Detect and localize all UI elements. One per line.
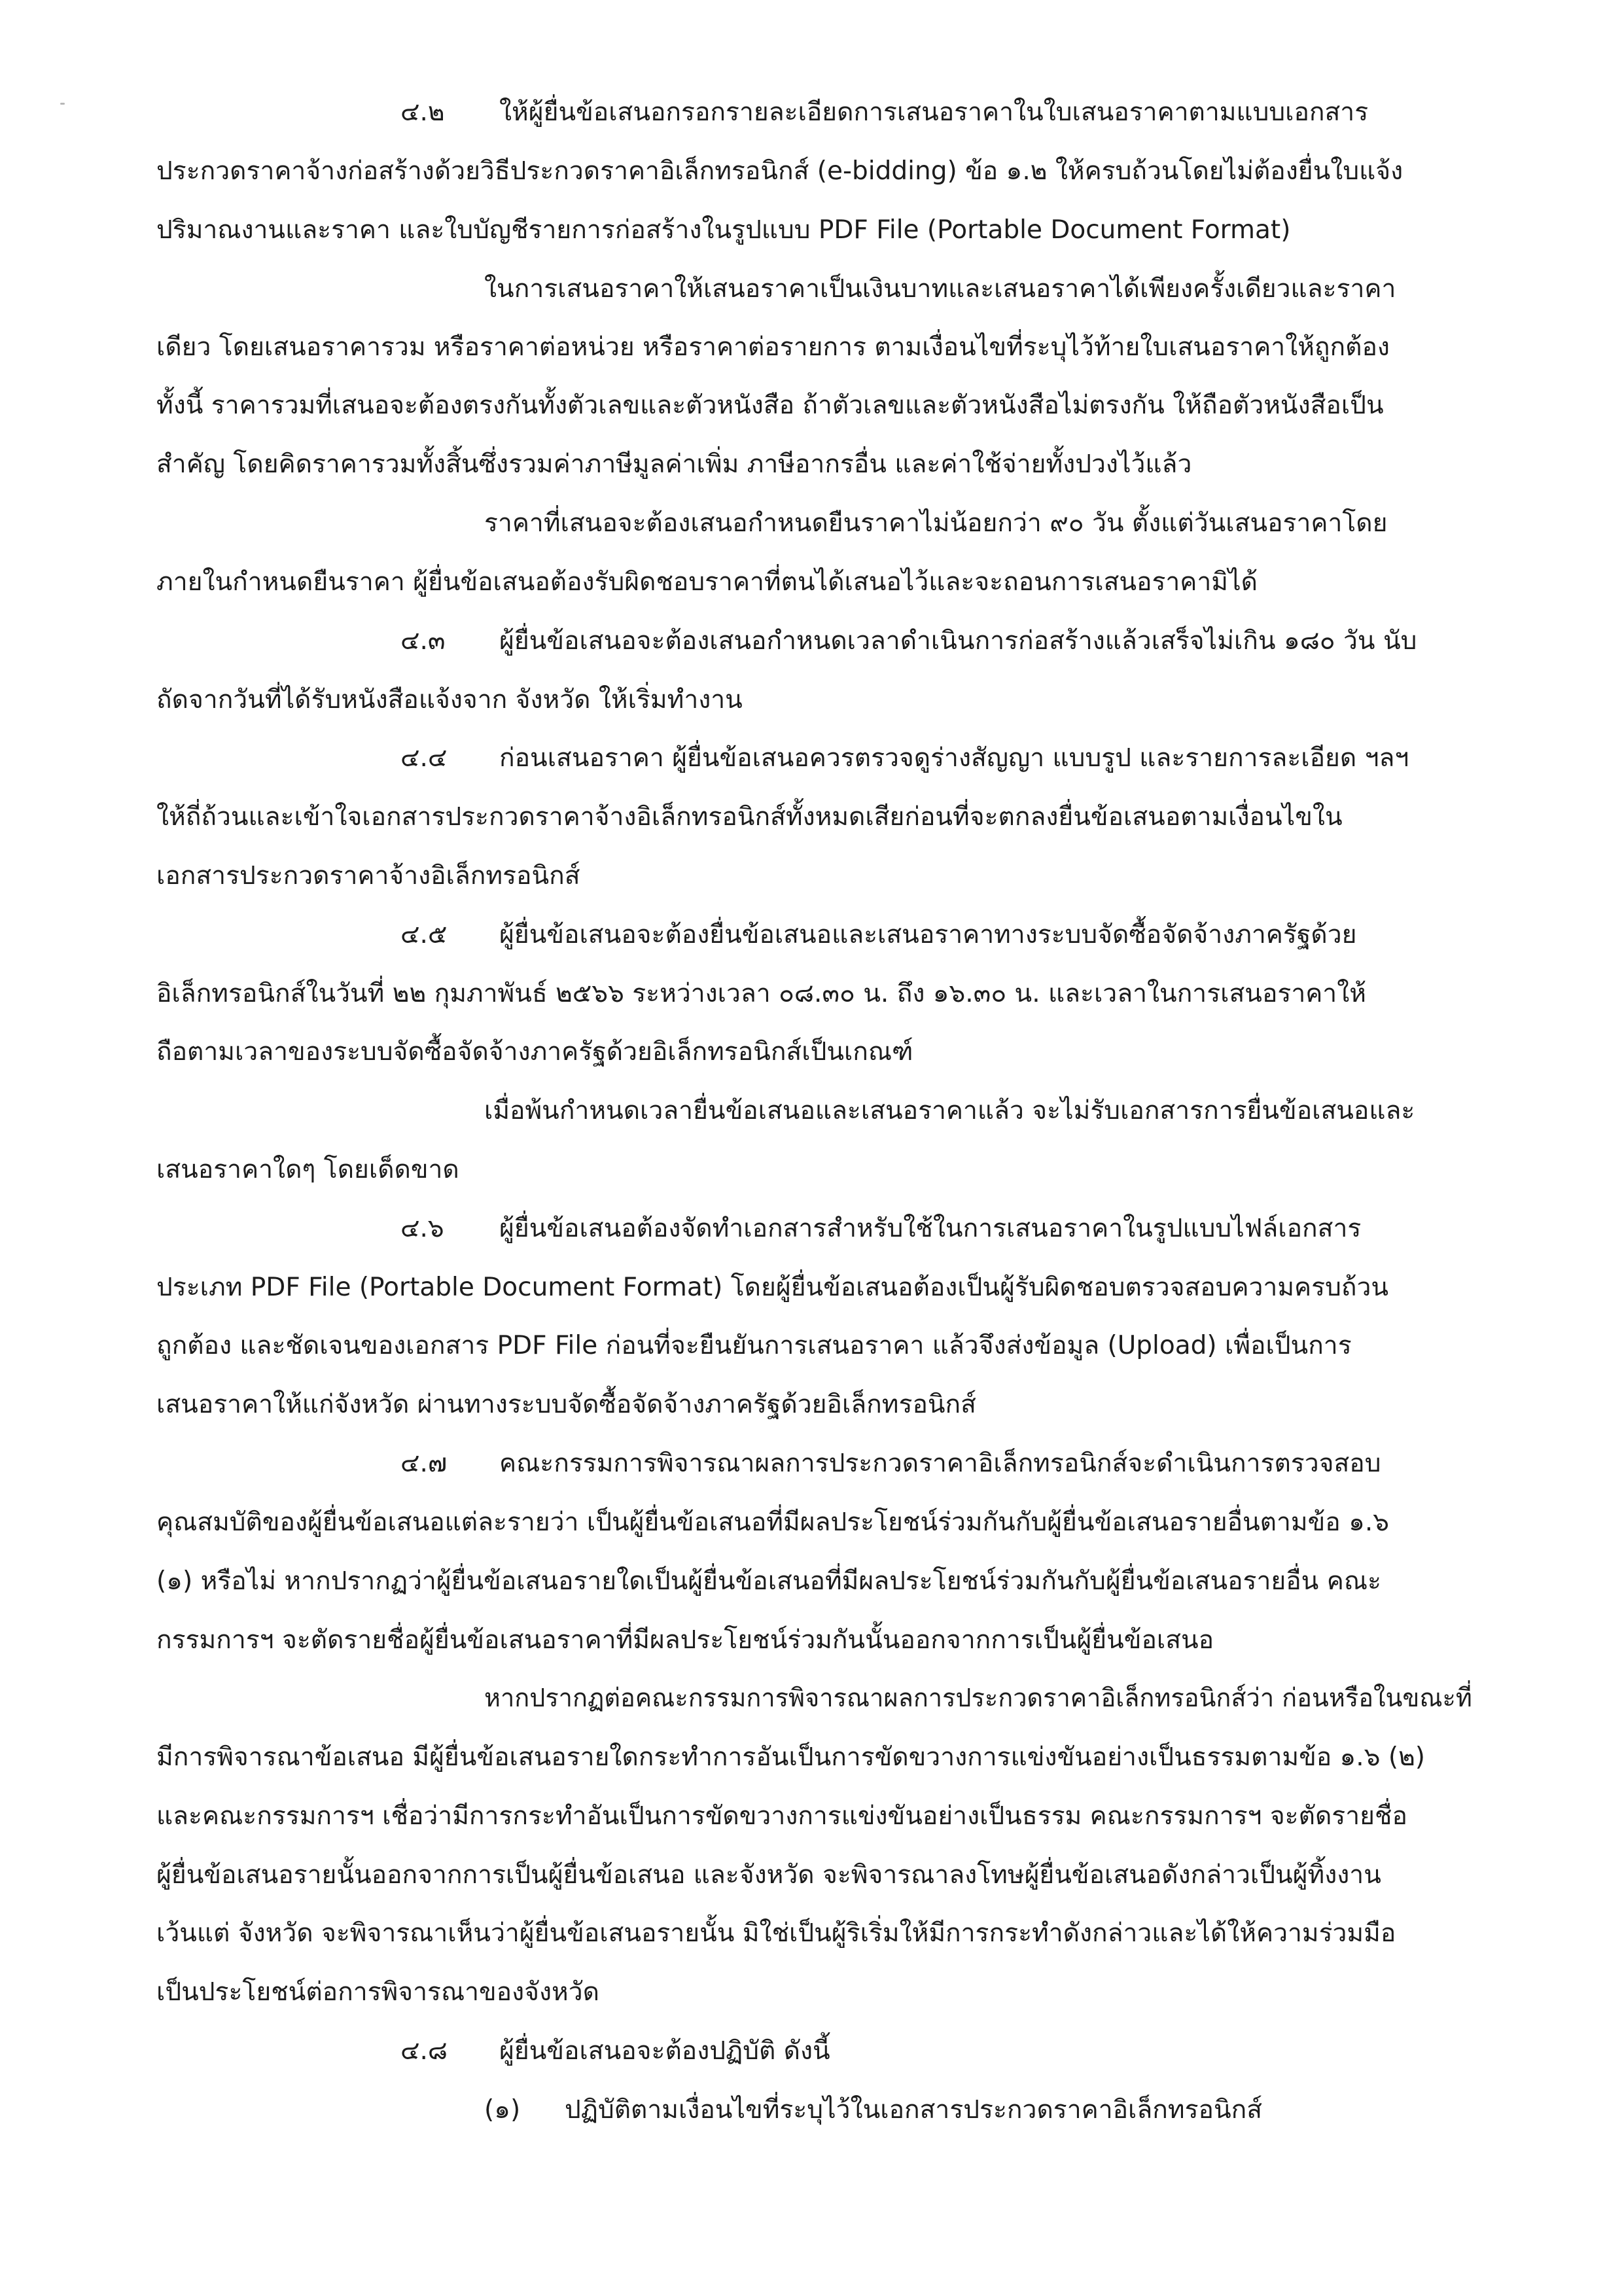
paragraph-line: ผู้ยื่นข้อเสนอรายนั้นออกจากการเป็นผู้ยื่นข้อเสนอ และจังหวัด จะพิจารณาลงโทษผู้ยื่นข้อเสนอดังกล่าวเป็นผู้ทิ้งงาน xyxy=(156,1860,1381,1890)
section-number-4-4: ๔.๔ xyxy=(400,743,448,773)
paragraph-line: ก่อนเสนอราคา ผู้ยื่นข้อเสนอควรตรวจดูร่างสัญญา แบบรูป และรายการละเอียด ฯลฯ xyxy=(499,743,1409,773)
paragraph-line: ปริมาณงานและราคา และใบบัญชีรายการก่อสร้างในรูปแบบ PDF File (Portable Document Format) xyxy=(156,215,1291,245)
paragraph-line: ในการเสนอราคาให้เสนอราคาเป็นเงินบาทและเสนอราคาได้เพียงครั้งเดียวและราคา xyxy=(484,274,1396,304)
paragraph-line: อิเล็กทรอนิกส์ในวันที่ ๒๒ กุมภาพันธ์ ๒๕๖๖ ระหว่างเวลา ๐๘.๓๐ น. ถึง ๑๖.๓๐ น. และเวลาในการเสนอราคาให้ xyxy=(156,979,1366,1008)
paragraph-line: ผู้ยื่นข้อเสนอจะต้องปฏิบัติ ดังนี้ xyxy=(499,2036,830,2066)
paragraph-line: ราคาที่เสนอจะต้องเสนอกำหนดยืนราคาไม่น้อยกว่า ๙๐ วัน ตั้งแต่วันเสนอราคาโดย xyxy=(484,508,1388,538)
paragraph-line: เว้นแต่ จังหวัด จะพิจารณาเห็นว่าผู้ยื่นข้อเสนอรายนั้น มิใช่เป็นผู้ริเริ่มให้มีการกระทำดังกล่าวและได้ให้ความร่วมมือ xyxy=(156,1918,1396,1948)
section-number-4-3: ๔.๓ xyxy=(400,626,446,656)
paragraph-line: ผู้ยื่นข้อเสนอต้องจัดทำเอกสารสำหรับใช้ในการเสนอราคาในรูปแบบไฟล์เอกสาร xyxy=(499,1214,1362,1243)
paragraph-line: ปฏิบัติตามเงื่อนไขที่ระบุไว้ในเอกสารประกวดราคาอิเล็กทรอนิกส์ xyxy=(565,2095,1263,2125)
section-number-4-8: ๔.๘ xyxy=(400,2036,448,2066)
paragraph-line: ภายในกำหนดยืนราคา ผู้ยื่นข้อเสนอต้องรับผิดชอบราคาที่ตนได้เสนอไว้และจะถอนการเสนอราคามิได้ xyxy=(156,567,1258,597)
paragraph-line: เมื่อพ้นกำหนดเวลายื่นข้อเสนอและเสนอราคาแล้ว จะไม่รับเอกสารการยื่นข้อเสนอและ xyxy=(484,1096,1415,1125)
paragraph-line: เอกสารประกวดราคาจ้างอิเล็กทรอนิกส์ xyxy=(156,861,580,891)
section-number-4-6: ๔.๖ xyxy=(400,1214,444,1243)
paragraph-line: ประเภท PDF File (Portable Document Format) โดยผู้ยื่นข้อเสนอต้องเป็นผู้รับผิดชอบตรวจสอบความครบถ้วน xyxy=(156,1273,1389,1302)
paragraph-line: มีการพิจารณาข้อเสนอ มีผู้ยื่นข้อเสนอรายใดกระทำการอันเป็นการขัดขวางการแข่งขันอย่างเป็นธรรมตามข้อ ๑.๖ (๒) xyxy=(156,1742,1425,1772)
paragraph-line: ประกวดราคาจ้างก่อสร้างด้วยวิธีประกวดราคาอิเล็กทรอนิกส์ (e-bidding) ข้อ ๑.๒ ให้ครบถ้วนโดยไม่ต้องยื่นใบแจ้ง xyxy=(156,156,1403,186)
paragraph-line: ผู้ยื่นข้อเสนอจะต้องเสนอกำหนดเวลาดำเนินการก่อสร้างแล้วเสร็จไม่เกิน ๑๘๐ วัน นับ xyxy=(499,626,1417,656)
paragraph-line: หากปรากฏต่อคณะกรรมการพิจารณาผลการประกวดราคาอิเล็กทรอนิกส์ว่า ก่อนหรือในขณะที่ xyxy=(484,1684,1472,1713)
paragraph-line: ให้ถี่ถ้วนและเข้าใจเอกสารประกวดราคาจ้างอิเล็กทรอนิกส์ทั้งหมดเสียก่อนที่จะตกลงยื่นข้อเสนอตามเงื่อนไขใน xyxy=(156,802,1343,832)
paragraph-line: เสนอราคาให้แก่จังหวัด ผ่านทางระบบจัดซื้อจัดจ้างภาครัฐด้วยอิเล็กทรอนิกส์ xyxy=(156,1390,976,1419)
paragraph-line: ถือตามเวลาของระบบจัดซื้อจัดจ้างภาครัฐด้วยอิเล็กทรอนิกส์เป็นเกณฑ์ xyxy=(156,1037,913,1067)
paragraph-line: และคณะกรรมการฯ เชื่อว่ามีการกระทำอันเป็นการขัดขวางการแข่งขันอย่างเป็นธรรม คณะกรรมการฯ จะตัดรายชื่อ xyxy=(156,1801,1407,1831)
paragraph-line: ถูกต้อง และชัดเจนของเอกสาร PDF File ก่อนที่จะยืนยันการเสนอราคา แล้วจึงส่งข้อมูล (Upload) เพื่อเป็นการ xyxy=(156,1331,1352,1360)
paragraph-line: เดียว โดยเสนอราคารวม หรือราคาต่อหน่วย หรือราคาต่อรายการ ตามเงื่อนไขที่ระบุไว้ท้ายใบเสนอราคาให้ถูกต้อง xyxy=(156,332,1390,362)
section-number-4-5: ๔.๕ xyxy=(400,920,448,949)
scan-speck xyxy=(60,103,65,105)
paragraph-line: กรรมการฯ จะตัดรายชื่อผู้ยื่นข้อเสนอราคาที่มีผลประโยชน์ร่วมกันนั้นออกจากการเป็นผู้ยื่นข้อเสนอ xyxy=(156,1625,1214,1655)
paragraph-line: (๑) หรือไม่ หากปรากฏว่าผู้ยื่นข้อเสนอรายใดเป็นผู้ยื่นข้อเสนอที่มีผลประโยชน์ร่วมกันกับผู้ยื่นข้อเสนอรายอื่น คณะ xyxy=(156,1566,1381,1596)
paragraph-line: ผู้ยื่นข้อเสนอจะต้องยื่นข้อเสนอและเสนอราคาทางระบบจัดซื้อจัดจ้างภาครัฐด้วย xyxy=(499,920,1357,949)
paragraph-line: ถัดจากวันที่ได้รับหนังสือแจ้งจาก จังหวัด ให้เริ่มทำงาน xyxy=(156,685,743,715)
paragraph-line: คณะกรรมการพิจารณาผลการประกวดราคาอิเล็กทรอนิกส์จะดำเนินการตรวจสอบ xyxy=(499,1449,1381,1478)
subitem-number-1: (๑) xyxy=(484,2095,521,2125)
section-number-4-7: ๔.๗ xyxy=(400,1449,448,1478)
paragraph-line: คุณสมบัติของผู้ยื่นข้อเสนอแต่ละรายว่า เป็นผู้ยื่นข้อเสนอที่มีผลประโยชน์ร่วมกันกับผู้ยื่นข้อเสนอรายอื่นตามข้อ ๑.๖ xyxy=(156,1508,1389,1537)
paragraph-line: สำคัญ โดยคิดราคารวมทั้งสิ้นซึ่งรวมค่าภาษีมูลค่าเพิ่ม ภาษีอากรอื่น และค่าใช้จ่ายทั้งปวงไว้แล้ว xyxy=(156,450,1192,479)
section-number-4-2: ๔.๒ xyxy=(400,97,445,127)
paragraph-line: ทั้งนี้ ราคารวมที่เสนอจะต้องตรงกันทั้งตัวเลขและตัวหนังสือ ถ้าตัวเลขและตัวหนังสือไม่ตรงกัน ให้ถือตัวหนังสือเป็น xyxy=(156,391,1384,420)
paragraph-line: เสนอราคาใดๆ โดยเด็ดขาด xyxy=(156,1155,459,1184)
paragraph-line: เป็นประโยชน์ต่อการพิจารณาของจังหวัด xyxy=(156,1977,599,2007)
paragraph-line: ให้ผู้ยื่นข้อเสนอกรอกรายละเอียดการเสนอราคาในใบเสนอราคาตามแบบเอกสาร xyxy=(499,97,1369,127)
